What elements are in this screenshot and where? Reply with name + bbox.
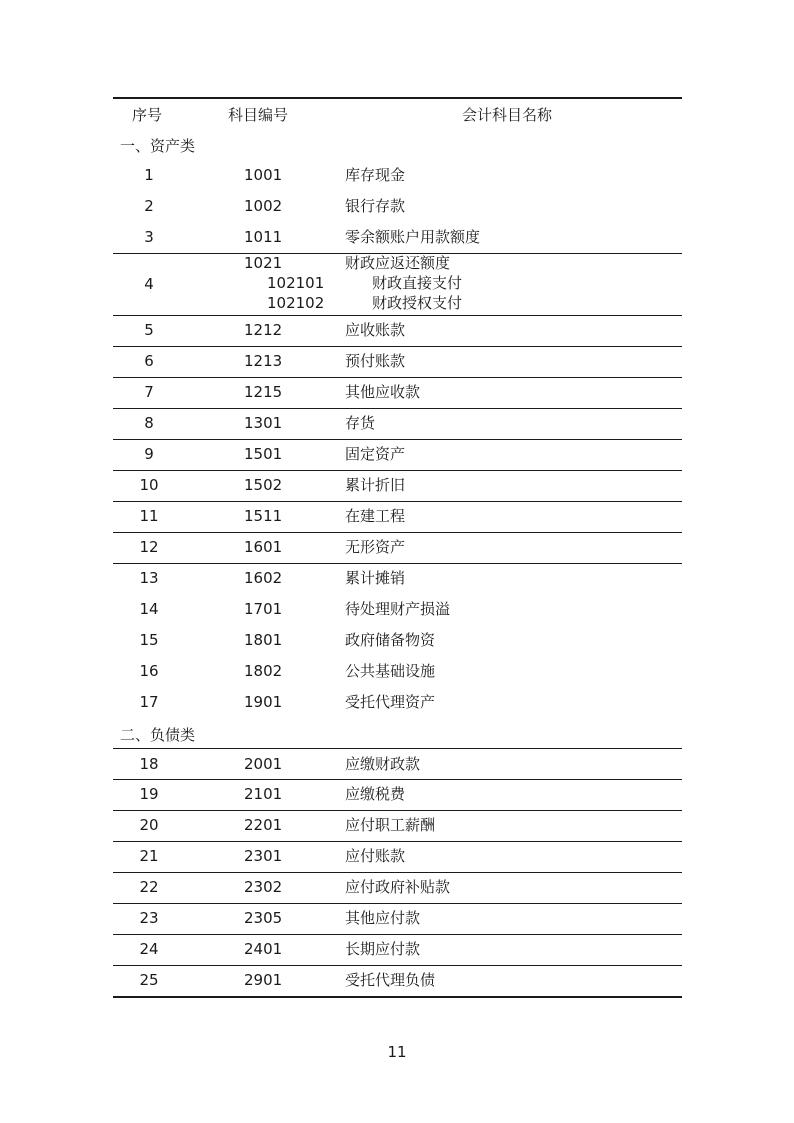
page-number: 11 [387, 1043, 407, 1061]
row-code: 2901 [244, 971, 283, 989]
row-seq: 18 [139, 755, 159, 773]
row-seq: 12 [139, 538, 159, 556]
row-name: 在建工程 [345, 507, 406, 525]
row-name: 财政授权支付 [372, 294, 463, 312]
row-seq: 1 [144, 166, 154, 184]
table-row [113, 377, 682, 408]
row-code: 1301 [244, 414, 283, 432]
table-row [113, 965, 682, 996]
row-seq: 20 [139, 816, 159, 834]
table-row [113, 810, 682, 841]
table-row [113, 470, 682, 501]
row-seq: 9 [144, 445, 154, 463]
table-row [113, 687, 682, 718]
row-code: 2302 [244, 878, 283, 896]
row-name: 政府储备物资 [345, 631, 436, 649]
row-name: 库存现金 [345, 166, 406, 184]
row-seq: 24 [139, 940, 159, 958]
row-code: 1501 [244, 445, 283, 463]
row-seq: 22 [139, 878, 159, 896]
table-row [113, 191, 682, 222]
row-seq: 2 [144, 197, 154, 215]
row-seq: 6 [144, 352, 154, 370]
row-seq: 23 [139, 909, 159, 927]
row-code: 2001 [244, 755, 283, 773]
table-row [113, 625, 682, 656]
row-seq: 15 [139, 631, 159, 649]
row-name: 受托代理资产 [345, 693, 436, 711]
row-name: 零余额账户用款额度 [345, 228, 481, 246]
row-seq: 10 [139, 476, 159, 494]
row-seq: 8 [144, 414, 154, 432]
row-name: 财政应返还额度 [345, 254, 451, 272]
row-name: 财政直接支付 [372, 274, 463, 292]
row-name: 预付账款 [345, 352, 406, 370]
row-code: 1021 [244, 254, 283, 272]
row-seq: 7 [144, 383, 154, 401]
row-code: 102102 [267, 294, 325, 312]
row-code: 2201 [244, 816, 283, 834]
row-name: 应缴财政款 [345, 755, 421, 773]
table-row [113, 749, 682, 780]
row-name: 存货 [345, 414, 376, 432]
row-name: 公共基础设施 [345, 662, 436, 680]
row-name: 其他应收款 [345, 383, 421, 401]
row-name: 无形资产 [345, 538, 406, 556]
row-seq: 4 [144, 275, 154, 293]
row-name: 累计摊销 [345, 569, 406, 587]
table-row [113, 501, 682, 532]
row-seq: 5 [144, 321, 154, 339]
row-name: 应付账款 [345, 847, 406, 865]
row-seq: 3 [144, 228, 154, 246]
table-row [113, 315, 682, 346]
row-code: 1602 [244, 569, 283, 587]
header-code: 科目编号 [228, 106, 289, 124]
row-seq: 13 [139, 569, 159, 587]
row-code: 1212 [244, 321, 283, 339]
table-row [113, 656, 682, 687]
row-code: 2401 [244, 940, 283, 958]
row-code: 1802 [244, 662, 283, 680]
table-row [113, 222, 682, 253]
row-code: 1215 [244, 383, 283, 401]
header-seq: 序号 [132, 106, 163, 124]
row-code: 1502 [244, 476, 283, 494]
table-row [113, 439, 682, 470]
row-code: 2305 [244, 909, 283, 927]
table-row [113, 779, 682, 810]
row-seq: 19 [139, 785, 159, 803]
table-row [113, 532, 682, 563]
table-row [113, 903, 682, 934]
row-seq: 11 [139, 507, 159, 525]
row-name: 应缴税费 [345, 785, 406, 803]
row-name: 待处理财产损溢 [345, 600, 451, 618]
table-header [113, 97, 682, 128]
table-row [113, 841, 682, 872]
row-seq: 21 [139, 847, 159, 865]
row-name: 银行存款 [345, 197, 406, 215]
row-code: 1901 [244, 693, 283, 711]
table-row [113, 253, 682, 315]
row-name: 累计折旧 [345, 476, 406, 494]
row-name: 长期应付款 [345, 940, 421, 958]
table-row [113, 408, 682, 439]
row-name: 应收账款 [345, 321, 406, 339]
row-name: 其他应付款 [345, 909, 421, 927]
table-row [113, 594, 682, 625]
table-row [113, 872, 682, 903]
header-name: 会计科目名称 [462, 106, 553, 124]
row-seq: 17 [139, 693, 159, 711]
row-code: 1601 [244, 538, 283, 556]
row-code: 1011 [244, 228, 283, 246]
table-row [113, 160, 682, 191]
row-code: 1701 [244, 600, 283, 618]
row-code: 2301 [244, 847, 283, 865]
table-row [113, 346, 682, 377]
category-liabilities: 二、负债类 [120, 726, 196, 744]
row-seq: 16 [139, 662, 159, 680]
category-assets: 一、资产类 [120, 137, 196, 155]
row-seq: 14 [139, 600, 159, 618]
row-code: 102101 [267, 274, 325, 292]
row-code: 1001 [244, 166, 283, 184]
row-code: 1002 [244, 197, 283, 215]
row-code: 1213 [244, 352, 283, 370]
row-code: 1511 [244, 507, 283, 525]
table-bottom-rule [113, 996, 682, 998]
row-name: 应付政府补贴款 [345, 878, 451, 896]
row-code: 1801 [244, 631, 283, 649]
row-seq: 25 [139, 971, 159, 989]
row-name: 受托代理负债 [345, 971, 436, 989]
row-name: 应付职工薪酬 [345, 816, 436, 834]
row-name: 固定资产 [345, 445, 406, 463]
table-row [113, 563, 682, 594]
table-row [113, 934, 682, 965]
row-code: 2101 [244, 785, 283, 803]
